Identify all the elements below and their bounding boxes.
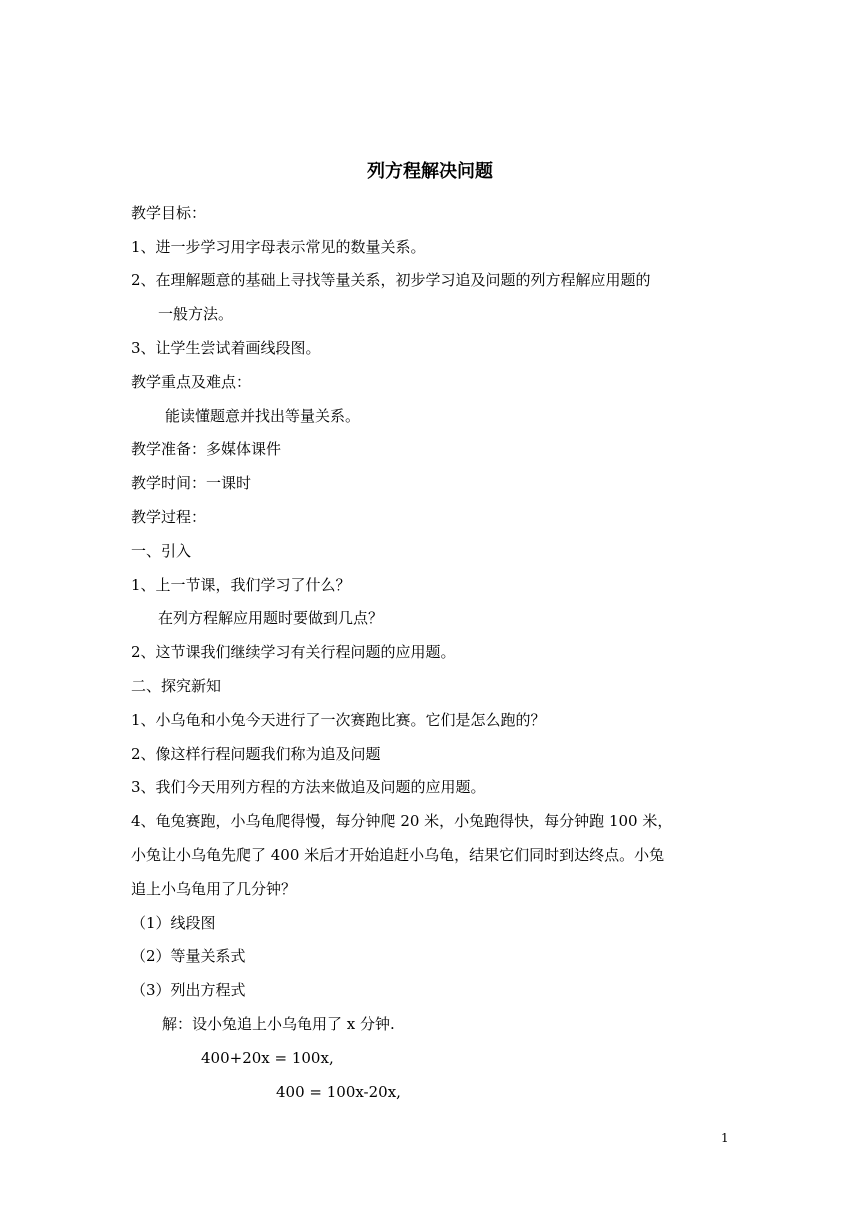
explore-item-4: 4、龟兔赛跑，小乌龟爬得慢，每分钟爬 20 米，小兔跑得快，每分钟跑 100 米， [131,812,673,830]
heading-key-points: 教学重点及难点： [131,373,252,391]
document-title: 列方程解决问题 [367,161,493,182]
heading-teaching-goals: 教学目标： [131,204,207,222]
teaching-preparation: 教学准备：多媒体课件 [131,440,282,458]
intro-item-1-question: 在列方程解应用题时要做到几点？ [158,609,384,627]
section-introduction: 一、引入 [131,542,192,560]
solution-setup: 解：设小兔追上小乌龟用了 x 分钟. [162,1015,395,1033]
section-explore: 二、探究新知 [131,677,222,695]
goal-item-2: 2、在理解题意的基础上寻找等量关系，初步学习追及问题的列方程解应用题的 [131,271,651,289]
step-line-diagram: （1）线段图 [131,914,216,932]
goal-item-2-continued: 一般方法。 [158,305,234,323]
goal-item-1: 1、进一步学习用字母表示常见的数量关系。 [131,238,426,256]
teaching-time: 教学时间：一课时 [131,474,252,492]
intro-item-1: 1、上一节课，我们学习了什么？ [131,576,351,594]
step-write-equation: （3）列出方程式 [131,981,246,999]
explore-item-3: 3、我们今天用列方程的方法来做追及问题的应用题。 [131,778,486,796]
goal-item-3: 3、让学生尝试着画线段图。 [131,339,321,357]
explore-item-2: 2、像这样行程问题我们称为追及问题 [131,745,381,763]
page-number: 1 [721,1131,729,1145]
explore-item-4-continued: 小兔让小乌龟先爬了 400 米后才开始追赶小乌龟，结果它们同时到达终点。小兔 [131,846,665,864]
intro-item-2: 2、这节课我们继续学习有关行程问题的应用题。 [131,643,456,661]
equation-line-1: 400+20x = 100x, [201,1049,334,1067]
equation-line-2: 400 = 100x-20x, [276,1083,401,1101]
key-points-text: 能读懂题意并找出等量关系。 [165,407,361,425]
heading-teaching-process: 教学过程： [131,508,207,526]
explore-item-4-question: 追上小乌龟用了几分钟？ [131,880,297,898]
explore-item-1: 1、小乌龟和小兔今天进行了一次赛跑比赛。它们是怎么跑的？ [131,711,546,729]
step-equation-relation: （2）等量关系式 [131,947,246,965]
